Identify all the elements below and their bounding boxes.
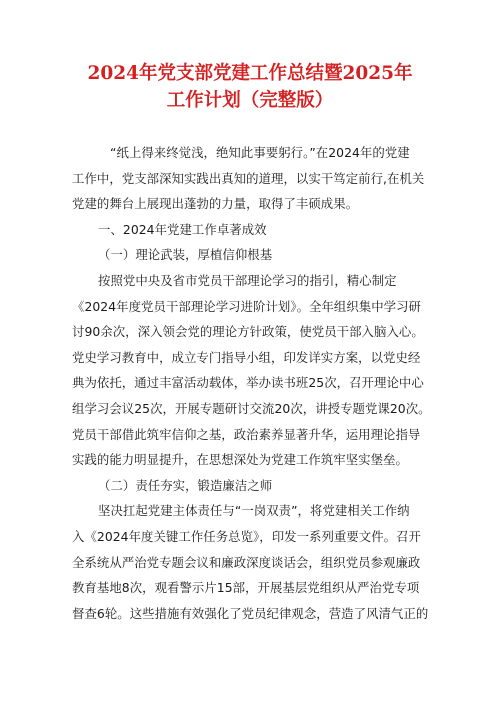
text-line: 党史学习教育中，成立专门指导小组，印发详实方案，以党史经 [72,349,421,365]
body-paragraph [72,268,431,473]
text-line: 党员干部借此筑牢信仰之基，政治素养显著升华，运用理论指导 [72,426,421,442]
body-paragraph [72,498,428,626]
text-line: （二）责任夯实，锻造廉洁之师 [98,477,273,493]
text-line: 教育基地8次，观看警示片15部，开展基层党组织从严治党专项 [72,580,420,596]
text-line: 一、2024年党建工作卓著成效 [98,221,267,237]
title-line: 工作计划（完整版） [166,90,334,111]
text-line: “纸上得来终觉浅，绝知此事要躬行。”在2024年的党建 [110,145,410,160]
text-line: 督查6轮。这些措施有效强化了党员纪律观念，营造了风清气正的 [72,605,429,621]
text-line: 组学习会议25次，开展专题研讨交流20次，讲授专题党课20次。 [72,400,431,416]
document-title [72,60,428,114]
text-line: 工作中，党支部深知实践出真知的道理，以实干笃定前行,在机关 [72,170,425,186]
text-line: 全系统从严治党专题会议和廉政深度谈话会，组织党员参观廉政 [72,554,421,570]
text-line: 《2024年度党员干部理论学习进阶计划》。全年组织集中学习研 [72,298,421,314]
title-line: 2024年党支部党建工作总结暨2025年 [87,63,413,84]
subsection-heading [72,242,428,268]
text-line: 党建的舞台上展现出蓬勃的力量，取得了丰硕成果。 [72,196,359,212]
subsection-heading [72,473,428,499]
text-line: 实践的能力明显提升，在思想深处为党建工作筑牢坚实堡垒。 [72,452,408,468]
text-line: 坚决扛起党建主体责任与“一岗双责”，将党建相关工作纳 [98,503,410,519]
text-line: （一）理论武装，厚植信仰根基 [98,247,273,263]
text-line: 典为依托，通过丰富活动载体，举办读书班25次，召开理论中心 [72,375,424,391]
text-line: 按照党中央及省市党员干部理论学习的指引，精心制定 [98,272,397,288]
text-line: 讨90余次，深入领会党的理论方针政策，使党员干部入脑入心。 [72,324,424,340]
text-line: 入《2024年度关键工作任务总览》，印发一系列重要文件。召开 [72,528,421,544]
intro-paragraph [72,140,428,217]
section-heading [72,217,428,243]
